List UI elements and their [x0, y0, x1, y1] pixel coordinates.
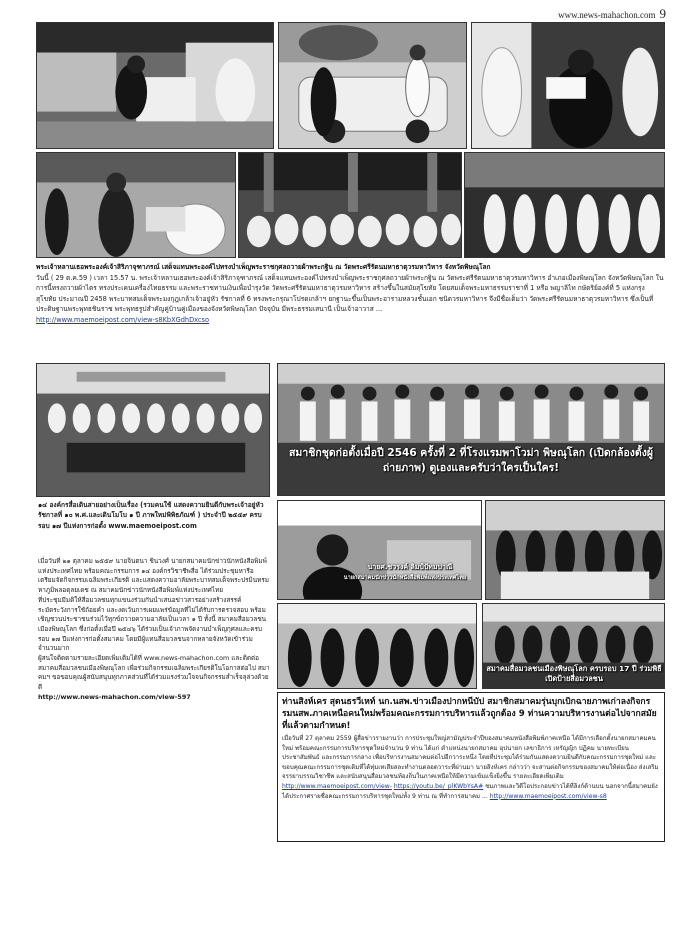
right-article-link2[interactable]: https://youtu.be/_plKWbYsA#: [393, 782, 484, 790]
left-article-p1: เมื่อวันที่ ๒๑ ตุลาคม ๒๕๕๙ นายจินตนา ชินวงศ์ นายกสมาคมนักข่าวนักหนังสือพิมพ์แห่งประเทศไทย พร้อมคณะกรรมการ ๑๔ องค์กรวิชาชีพสื่อ ได้ร่วมประชุมหารือเตรียมจัดกิจกรรมเฉลิมพระเกียรติ และแสดงความอาลัยพระบาทสมเด็จพระปรมินทรมหาภูมิพลอดุลยเดช ณ สมาคมนักข่าวนักหนังสือพิมพ์แห่งประเทศไทย: [38, 557, 269, 595]
caption-link[interactable]: http://www.maemoeipost.com/view-s8KbXGdhDxcso: [36, 315, 210, 324]
photo-signing-table: [485, 500, 665, 600]
right-article-box: [277, 692, 665, 842]
right-article-link1[interactable]: http://www.maemoeipost.com/view-: [282, 782, 392, 790]
right-article-text: เมื่อวันที่ 27 ตุลาคม 2559 ผู้สื่อข่าวรายงานว่า การประชุมใหญ่สามัญประจำปีของสมาคมหนังสือพิมพ์ภาคเหนือ ได้มีการเลือกตั้งนายกสมาคมคนใหม่ พร้อมคณะกรรมการบริหารชุดใหม่จำนวน 9 ท่าน ได้แก่ ตำแหน่งนายกสมาคม อุปนายก เลขาธิการ เหรัญญิก ปฏิคม นายทะเบียน ประชาสัมพันธ์ และกรรมการกลาง เพื่อบริหารงานสมาคมต่อไปอีกวาระหนึ่ง โดยที่ประชุมได้ร่วมกันแสดงความยินดีกับคณะกรรมการชุดใหม่ และขอบคุณคณะกรรมการชุดเดิมที่ได้ทุ่มเทเสียสละทำงานตลอดวาระที่ผ่านมา นายสิงห์เคร กล่าวว่า จะสานต่อกิจกรรมของสมาคมให้ต่อเนื่อง ส่งเสริมจรรยาบรรณวิชาชีพ และสนับสนุนสื่อมวลชนท้องถิ่นในภาคเหนือให้มีความเข้มแข็งยิ่งขึ้น รายละเอียดเพิ่มเติม: [282, 735, 659, 781]
page-header: [558, 6, 666, 22]
right-article-body: [278, 733, 664, 802]
photo-arrival-car: [278, 22, 467, 149]
left-photo-caption: [38, 500, 270, 531]
right-article-tail: ชมภาพและวิดีโอประกอบข่าวได้ที่ลิงก์ด้านบน นอกจากนี้สมาคมยังได้ประกาศรายชื่อคณะกรรมการบริหารชุดใหม่ทั้ง 9 ท่าน ณ ที่ทำการสมาคม ...: [282, 782, 658, 800]
photo-offering: [36, 152, 236, 258]
page-number: 9: [659, 6, 666, 21]
caption-body: วันนี้ ( 29 ต.ค.59 ) เวลา 15.57 น. พระเจ้าหลานเธอพระองค์เจ้าสิริภาจุฑาภรณ์ เสด็จแทนพระองค์ไปทรงบำเพ็ญพระราชกุศลถวายผ้าพระกฐิน ณ วัดพระศรีรัตนมหาธาตุวรมหาวิหาร อำเภอเมืองพิษณุโลก จังหวัดพิษณุโลก ในการนี้ทรงถวายผ้าไตร ทรงประเคนเครื่องไทยธรรม และพระราชทานเงินเพื่อบำรุงวัด วัดพระศรีรัตนมหาธาตุวรมหาวิหาร สร้างขึ้นในสมัยสุโขทัย โดยสมเด็จพระมหาธรรมราชาที่ 1 หรือ พญาลิไท กษัตริย์องค์ที่ 5 แห่งกรุงสุโขทัย ประมาณปี 2458 พระบาทสมเด็จพระมงกุฎเกล้าเจ้าอยู่หัว รัชกาลที่ 6 ทรงพระกรุณาโปรดเกล้าฯ ยกฐานะขึ้นเป็นพระอารามหลวงชั้นเอก ชนิดวรมหาวิหาร จึงมีชื่อเต็มว่า วัดพระศรีรัตนมหาธาตุวรมหาวิหาร ซึ่งเป็นที่ประดิษฐานพระพุทธชินราช พระพุทธรูปสำคัญคู่บ้านคู่เมืองของจังหวัดพิษณุโลก ปัจจุบัน มีพระธรรมเสนานี เป็นเจ้าอาวาส ...: [36, 273, 664, 313]
left-article: [38, 557, 270, 703]
photo-monks-hall: [238, 152, 462, 258]
left-article-p3: ผู้สนใจติดตามรายละเอียดเพิ่มเติมได้ที่ www.news-mahachon.com และติดต่อสมาคมสื่อมวลชนเมืองพิษณุโลก เพื่อร่วมกิจกรรมเฉลิมพระเกียรติในโอกาสต่อไป สมาคมฯ ขอขอบคุณผู้สนับสนุนทุกภาคส่วนที่ได้ร่วมแรงร่วมใจจนกิจกรรมสำเร็จลุล่วงด้วยดี: [38, 654, 270, 692]
ceremony-banner-text: สมาคมสื่อมวลชนเมืองพิษณุโลก ครบรอบ 17 ปี ร่วมพิธีเปิดป้ายสื่อมวลชน: [486, 664, 662, 683]
caption-lead: พระเจ้าหลานเธอพระองค์เจ้าสิริภาจุฑาภรณ์ เสด็จแทนพระองค์ไปทรงบำเพ็ญพระราชกุศลถวายผ้าพระกฐิน ณ วัดพระศรีรัตนมหาธาตุวรมหาวิหาร จังหวัดพิษณุโลก: [36, 263, 491, 271]
portrait-subtitle: นายกสมาคมนักข่าวนักหนังสือพิมพ์แห่งประเทศไทย: [343, 575, 467, 581]
photo-princess-reading: [471, 22, 665, 149]
photo-officials-group: [277, 603, 477, 689]
photo-group-founders: [277, 363, 665, 496]
photo-ceremony-altar: [36, 22, 274, 149]
top-caption: [36, 262, 664, 325]
left-article-p2: ที่ประชุมมีมติให้สื่อมวลชนทุกแขนงร่วมกันนำเสนอข่าวสารอย่างสร้างสรรค์ ระมัดระวังการใช้ถ้อยคำ และงดเว้นการเผยแพร่ข้อมูลที่ไม่ได้รับการตรวจสอบ พร้อมเชิญชวนประชาชนร่วมไว้ทุกข์ถวายความอาลัยเป็นเวลา ๑ ปี ทั้งนี้ สมาคมสื่อมวลชนเมืองพิษณุโลก ซึ่งก่อตั้งเมื่อปี ๒๕๔๖ ได้ร่วมเป็นเจ้าภาพจัดงานบำเพ็ญกุศลและครบรอบ ๑๗ ปีแห่งการก่อตั้งสมาคม โดยมีผู้แทนสื่อมวลชนจากหลายจังหวัดเข้าร่วมจำนวนมาก: [38, 595, 267, 653]
photo-meeting-room: [36, 363, 270, 497]
left-caption-text: ๑๔ องค์กรสื่อเดินสายอย่างเป็นเรื่อง (รวมคนใช้ แสดงความยินดีกับพระเจ้าอยู่หัวรัชกาลที่ ๑๐ พ.ศ.และเดินโมโบ ๑ ปี ภาพใหม่พิพิธภัณฑ์ ) ประจำปี ๒๕๕๙ ครบรอบ ๑๗ ปีแห่งการก่อตั้ง www.maemoeipost.com: [38, 501, 264, 530]
photo-portrait-speaker: [277, 500, 482, 600]
right-article-link3[interactable]: http://www.maemoeipost.com/view-s8: [489, 792, 607, 800]
portrait-label: นายศ.ชวรงค์ ลิมป์ปัทมปาณี: [367, 563, 453, 571]
photo-officials-standing: [464, 152, 665, 258]
right-article-title: ท่านสิงห์เคร สุดนธรวีเหท์ นก.นสพ.ข่าวเมืองปากหนีบัป สมาชิกสมาคมรุ่นบุกเบิกฉายภาพเก่าลงกิจกรรมนสพ.ภาคเหนือคนใหม่พร้อมคณะกรรมการบริหารแล้วถูกต้อง 9 ท่านความบริหารงานต่อไปจากสมัยที่แล้วตามกำหนด!: [282, 697, 657, 731]
group-banner-text: สมาชิกชุดก่อตั้งเมื่อปี 2546 ครั้งที่ 2 ที่โรงแรมพาโวม่า พิษณุโลก (เปิดกล้องตั้งผู้ถ่ายภาพ) ดูเองและครับว่าใครเป็นใคร!: [289, 447, 653, 474]
left-article-link[interactable]: http://www.news-mahachon.com/view-597: [38, 692, 191, 701]
site-url: www.news-mahachon.com: [558, 10, 656, 20]
